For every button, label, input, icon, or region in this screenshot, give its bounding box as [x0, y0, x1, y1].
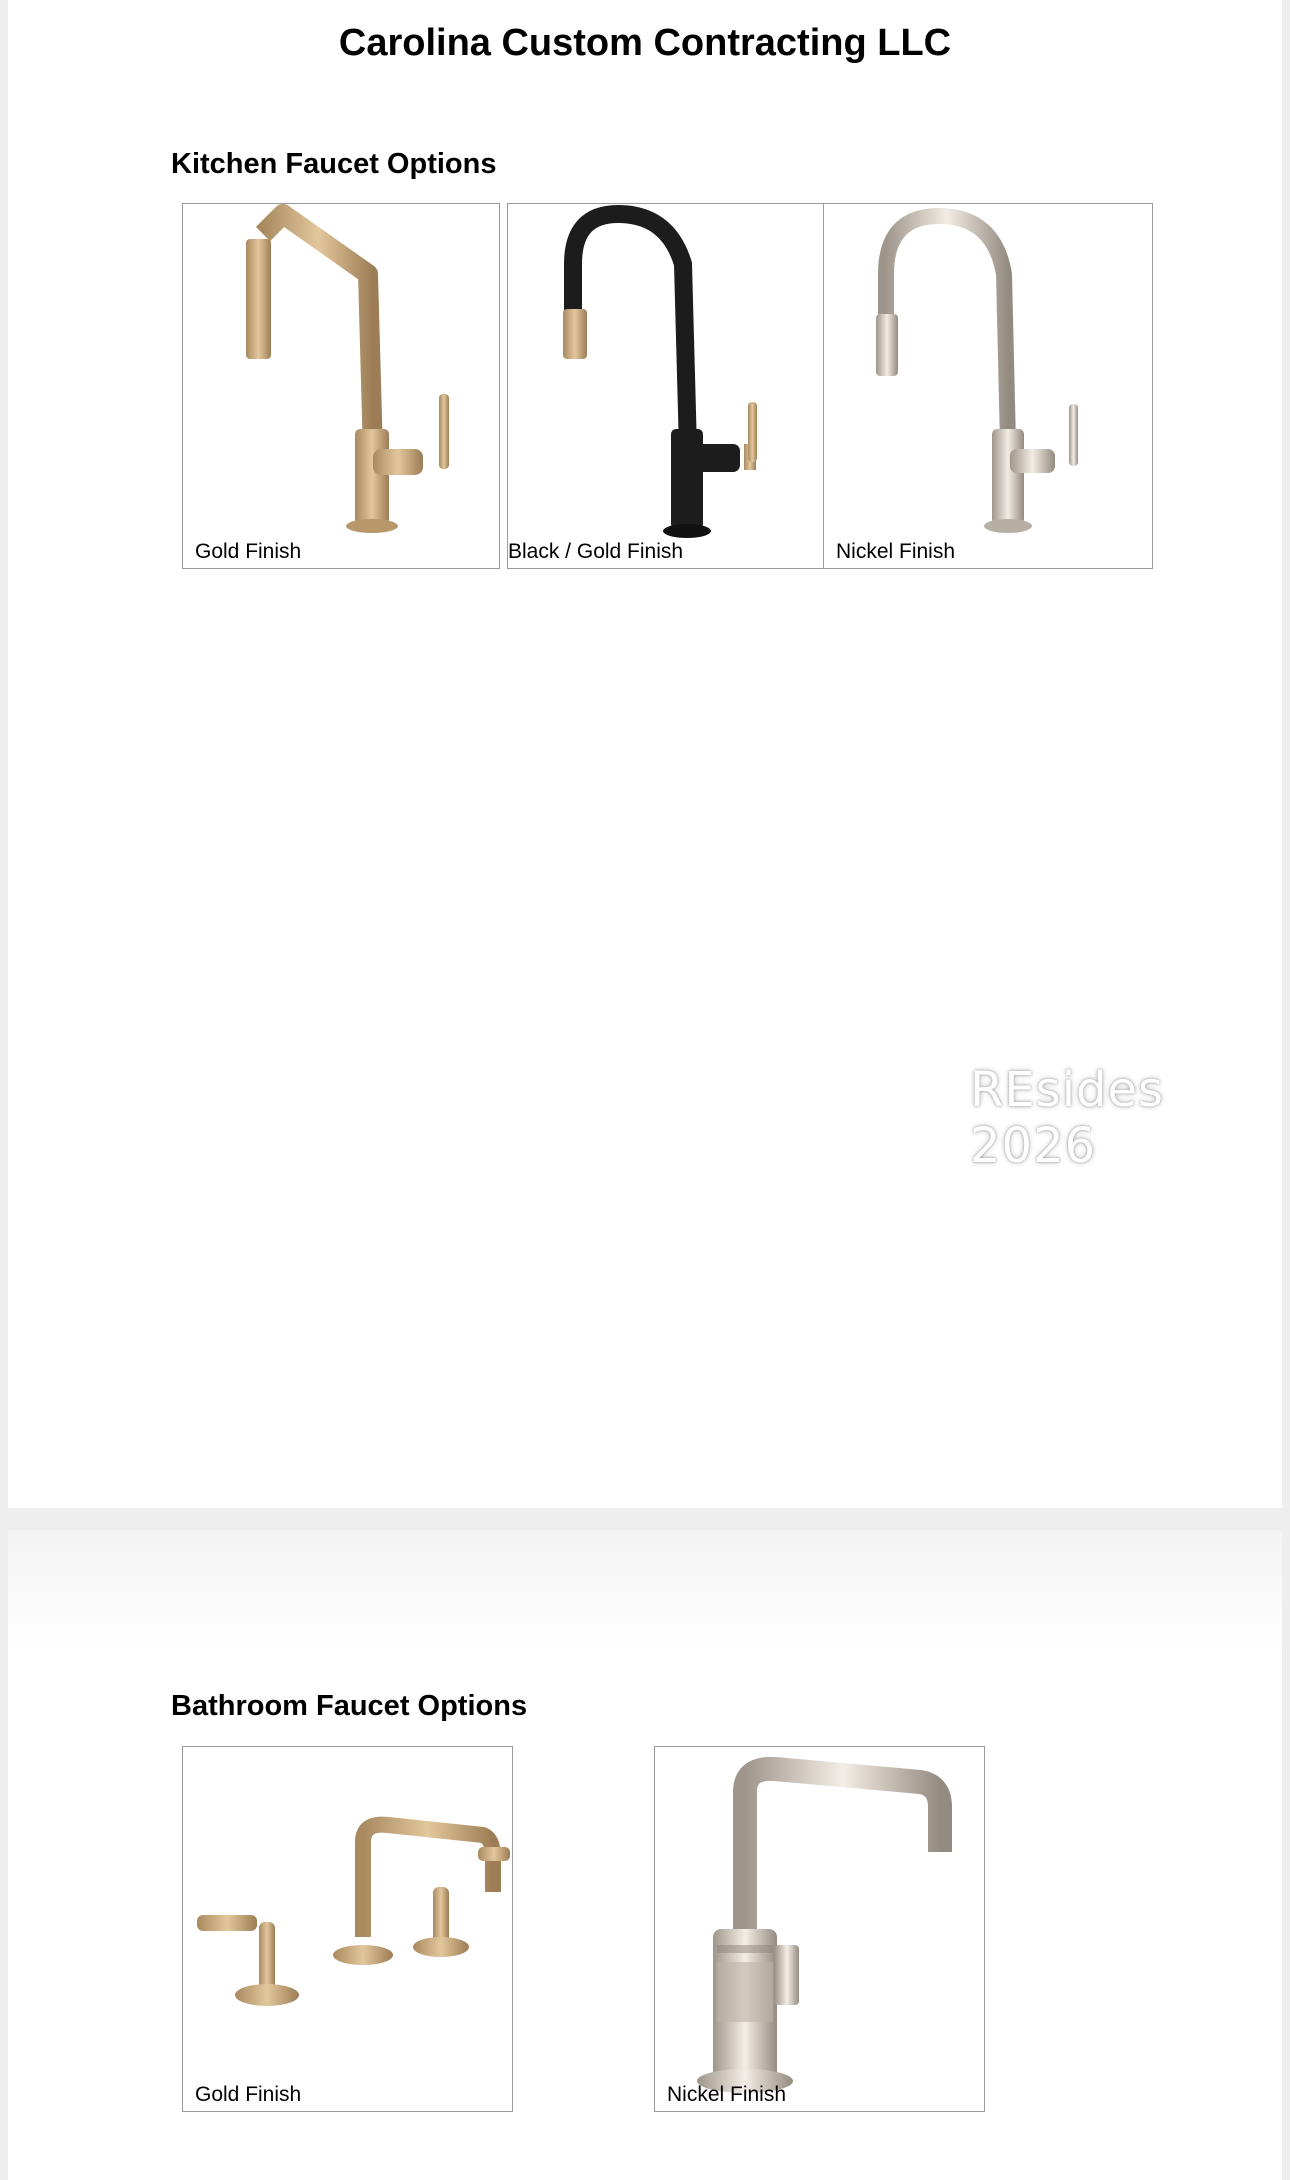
gold-bathroom-faucet-icon — [183, 1747, 514, 2113]
bathroom-section-heading: Bathroom Faucet Options — [171, 1690, 528, 1722]
page-2 — [8, 1530, 1282, 2180]
kitchen-option-caption: Black / Gold Finish — [508, 540, 684, 563]
document-title: Carolina Custom Contracting LLC — [338, 22, 952, 64]
bathroom-option-gold — [182, 1746, 513, 2112]
bathroom-option-caption: Gold Finish — [195, 2083, 302, 2106]
kitchen-option-black-gold — [507, 203, 825, 569]
black-gold-kitchen-faucet-icon — [508, 204, 826, 570]
kitchen-section-heading: Kitchen Faucet Options — [171, 148, 497, 180]
kitchen-option-caption: Nickel Finish — [836, 540, 956, 563]
gold-kitchen-faucet-icon — [183, 204, 501, 570]
kitchen-option-gold — [182, 203, 500, 569]
page-1 — [8, 0, 1282, 1508]
nickel-bathroom-faucet-icon — [655, 1747, 986, 2113]
nickel-kitchen-faucet-icon — [824, 204, 1154, 570]
watermark: REsides 2026 — [970, 1062, 1165, 1174]
bathroom-option-caption: Nickel Finish — [667, 2083, 787, 2106]
bathroom-option-nickel — [654, 1746, 985, 2112]
kitchen-option-nickel — [823, 203, 1153, 569]
kitchen-option-caption: Gold Finish — [195, 540, 302, 563]
